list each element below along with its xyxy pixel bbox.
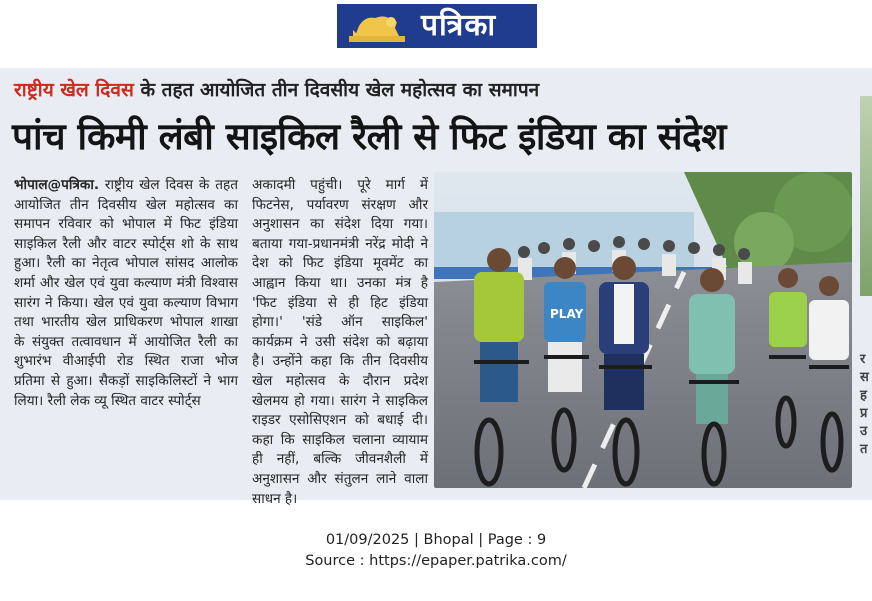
edge-fragment: स xyxy=(860,370,869,385)
edge-fragment: र xyxy=(860,352,866,367)
cycle-rally-illustration xyxy=(434,172,852,488)
lion-emblem-icon xyxy=(345,8,409,44)
article-column-2 xyxy=(252,176,428,509)
publication-info: 01/09/2025 | Bhopal | Page : 9 xyxy=(325,532,547,548)
kicker-line xyxy=(14,78,539,102)
dateline: भोपाल@पत्रिका. xyxy=(14,177,99,193)
source-line: Source : https://epaper.patrika.com/ xyxy=(305,553,567,569)
article-column-1 xyxy=(14,176,238,411)
edge-fragment: ह xyxy=(860,388,867,403)
brand-name: पत्रिका xyxy=(421,8,497,43)
news-photo-cycle-rally xyxy=(434,172,852,488)
adjacent-article-edge xyxy=(858,68,872,500)
newspaper-clipping xyxy=(0,68,872,507)
edge-fragment: उ xyxy=(860,424,868,439)
clipping-footer xyxy=(0,530,872,572)
kicker-highlight: राष्ट्रीय खेल दिवस xyxy=(14,79,134,101)
edge-fragment: प्र xyxy=(860,406,868,421)
kicker-text: के तहत आयोजित तीन दिवसीय खेल महोत्सव का समापन xyxy=(140,79,540,101)
headline: पांच किमी लंबी साइकिल रैली से फिट इंडिया का संदेश xyxy=(12,115,726,158)
adjacent-photo-fragment xyxy=(860,96,872,296)
column-2-text: अकादमी पहुंची। पूरे मार्ग में फिटनेस, पर्यावरण संरक्षण और अनुशासन का संदेश दिया गया। बताया गया-प्रधानमंत्री नरेंद्र मोदी ने देश को फिट इंडिया मूवमेंट का आह्वान किया था। उनका मंत्र है 'फिट इंडिया से ही हिट इंडिया होगा।' 'संडे ऑन साइकिल' कार्यक्रम ने उसी संदेश को बढ़ाया है। उन्होंने कहा कि तीन दिवसीय खेल महोत्सव के दौरान प्रदेश खेलमय हो गया। सारंग ने साइकिल राइडर एसोसिएशन को बधाई दी। कहा कि साइकिल चलाना व्यायाम ही नहीं, बल्कि जीवनशैली में अनुशासन और संतुलन लाने वाला साधन है। xyxy=(252,177,428,507)
edge-fragment: त xyxy=(860,442,868,457)
masthead xyxy=(337,4,537,48)
jersey-text: PLAY xyxy=(550,307,584,321)
column-1-text: राष्ट्रीय खेल दिवस के तहत आयोजित तीन दिवसीय खेल महोत्सव का समापन रविवार को भोपाल में फिट इंडिया साइकिल रैली और वाटर स्पोर्ट्स शो के साथ हुआ। रैली का नेतृत्व भोपाल सांसद आलोक शर्मा और खेल एवं युवा कल्याण मंत्री विश्वास सारंग ने किया। खेल एवं युवा कल्याण विभाग तथा भारतीय खेल प्राधिकरण भोपाल शाखा के संयुक्त तत्वावधान में आयोजित रैली का शुभारंभ वीआईपी रोड स्थित राजा भोज प्रतिमा से हुआ। सैकड़ों साइकिलिस्टों ने भाग लिया। रैली लेक व्यू स्थित वाटर स्पोर्ट्स xyxy=(14,177,238,409)
